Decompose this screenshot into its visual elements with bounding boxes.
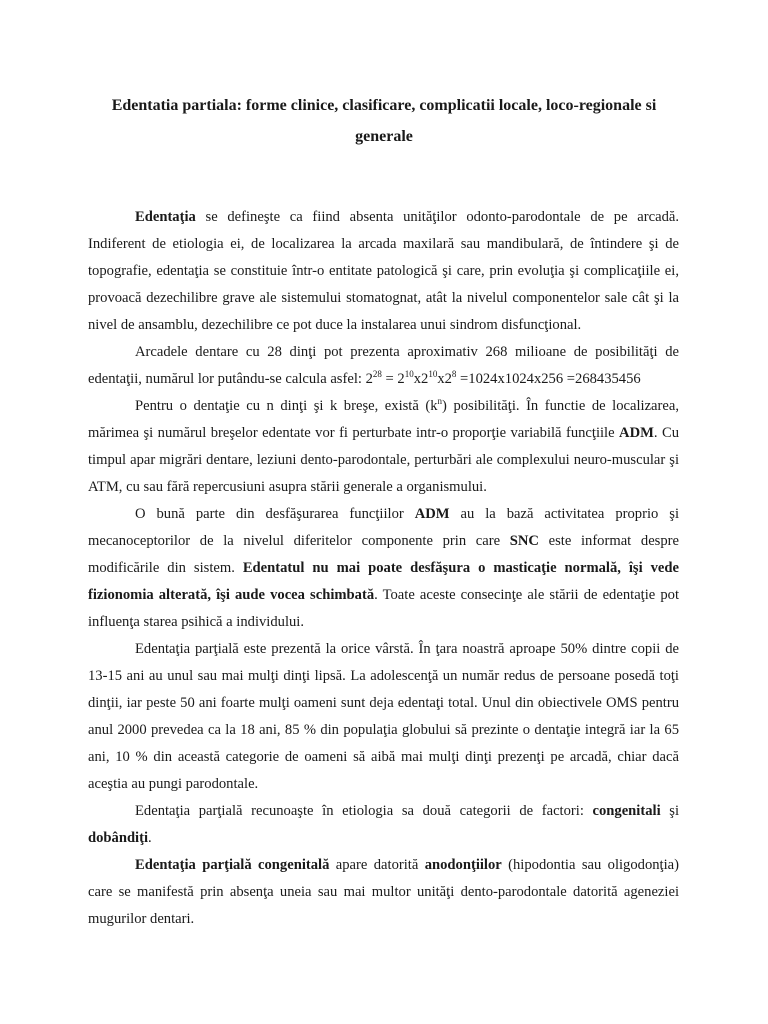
paragraph-prevalence: Edentaţia parţială este prezentă la orice vârstă. În ţara noastră aproape 50% dintre copii de 13-15 ani au unul sau mai mulţi dinţi lipsă. La adolescenţă un număr redus de persoane posedă toţi dinţii, iar peste 50 ani foarte mulţi oameni sunt deja edentaţi total. Unul din obiectivele OMS pentru anul 2000 prevedea ca la 18 ani, 85 % din populaţia globului să prezinte o dentaţie integră iar la 65 ani, 10 % din această categorie de oameni să aibă mai mulţi dinţi prezenţi pe arcadă, chiar dacă aceştia au pungi parodontale. (88, 641, 679, 792)
paragraph-functions: O bună parte din desfăşurarea funcţiilor ADM au la bază activitatea proprio şi mecanoceptorilor de la nivelul diferitelor componente prin care SNC este informat despre modificările din sistem. Edentatul nu mai poate desfăşura o masticaţie normală, îşi vede fizionomia alterată, îşi aude vocea schimbată. Toate aceste consecinţe ale stării de edentaţie pot influenţa starea psihică a individului. (88, 506, 679, 630)
term-edentatia: Edentaţia (135, 209, 196, 225)
document-body (88, 204, 679, 933)
term-snc: SNC (509, 533, 539, 549)
term-anodontii: anodonţiilor (424, 857, 502, 873)
emphasis-consequences: Edentatul nu mai poate desfăşura o masticaţie normală, îşi vede fizionomia alterată, îşi aude vocea schimbată (88, 560, 679, 603)
paragraph-etiology: Edentaţia parţială recunoaşte în etiologia sa două categorii de factori: congenitali şi dobândiţi. (88, 803, 679, 846)
exponent: n (437, 396, 443, 406)
exponent: 10 (428, 369, 438, 379)
term-congenitali: congenitali (592, 803, 661, 819)
paragraph-breses: Pentru o dentaţie cu n dinţi şi k breşe, există $(k^n)$ posibilităţi. În functie de localizarea, mărimea şi numărul breşelor edentate vor fi perturbate intr-o proporţie variabilă funcţiile ADM. Cu timpul apar migrări dentare, leziuni dento-parodontale, perturbări ale complexului neuro-muscular şi ATM, cu sau fără repercusiuni asupra stării generale a organismului. (88, 396, 680, 495)
paragraph-definition: Edentaţia se defineşte ca fiind absenta unităţilor odonto-parodontale de pe arcadă. Indiferent de etiologia ei, de localizarea la arcada maxilară sau mandibulară, de întindere şi de topografie, edentaţia se constituie într-o entitate patologică şi care, prin evoluţia şi complicaţiile ei, provoacă dezechilibre grave ale sistemului stomatognat, atât la nivelul componentelor sale cât şi la nivel de ansamblu, dezechilibre ce pot duce la instalarea unui sindrom disfuncţional. (88, 209, 679, 333)
exponent: 28 (372, 369, 382, 379)
paragraph-congenital: Edentaţia parţială congenitală apare datorită anodonţiilor (hipodontia sau oligodonţia) care se manifestă prin absenţa uneia sau mai multor unităţi dento-parodontale datorită ageneziei mugurilor dentari. (88, 857, 679, 927)
term-dobanditi: dobândiţi (88, 830, 149, 846)
document-title: Edentatia partiala: forme clinice, clasificare, complicatii locale, loco-regionale si generale (111, 97, 657, 145)
exponent: 10 (404, 369, 414, 379)
term-edentatia-congenitala: Edentaţia parţială congenitală (135, 857, 330, 873)
exponent: 8 (451, 369, 457, 379)
term-adm: ADM (619, 425, 654, 441)
paragraph-possibilities: Arcadele dentare cu 28 dinţi pot prezenta aproximativ 268 milioane de posibilităţi de edentaţii, numărul lor putându-se calcula asfel: $2^{28} = 2^{10}x2^{10}x2^8 =1024x1024x256 =268435456$ (88, 344, 679, 387)
term-adm: ADM (414, 506, 450, 522)
